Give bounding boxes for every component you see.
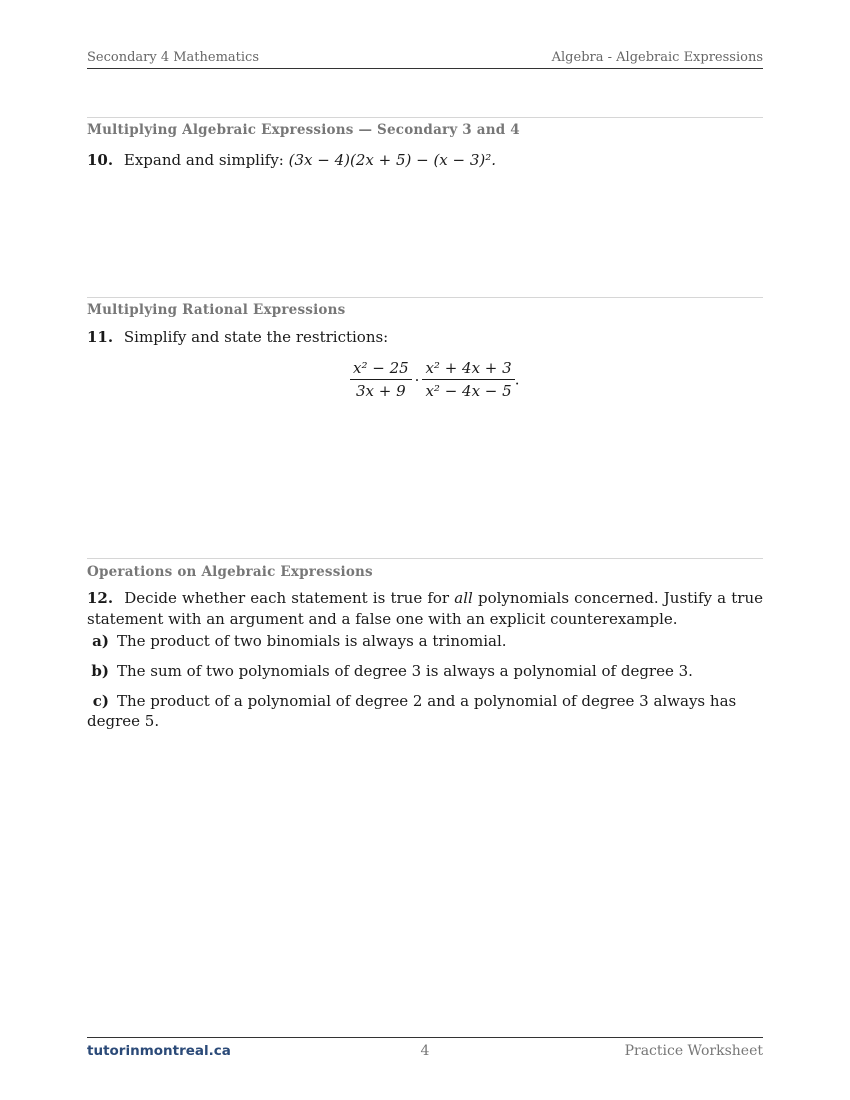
rational-expression bbox=[0, 359, 850, 403]
section-title: Multiplying Algebraic Expressions — Secondary 3 and 4 bbox=[87, 122, 520, 138]
problem-number: 12. bbox=[87, 589, 114, 607]
multiply-dot: · bbox=[414, 370, 420, 389]
section-divider bbox=[87, 297, 763, 298]
page-number: 4 bbox=[420, 1043, 430, 1059]
item-text: The sum of two polynomials of degree 3 is always a polynomial of degree 3. bbox=[117, 662, 693, 680]
section-title: Operations on Algebraic Expressions bbox=[87, 564, 373, 580]
item-text: The product of two binomials is always a trinomial. bbox=[117, 632, 507, 650]
problem-number: 11. bbox=[87, 328, 114, 346]
item-label: b) bbox=[91, 662, 109, 680]
problem-expression: (3x − 4)(2x + 5) − (x − 3)². bbox=[288, 151, 497, 169]
problem-10 bbox=[87, 150, 763, 171]
page-header bbox=[87, 50, 763, 69]
fraction-1 bbox=[350, 359, 412, 400]
problem-instruction-part2: polynomials concerned. Justify a true statement with an argument and a false one with an explicit counterexample. bbox=[87, 589, 763, 628]
problem-12 bbox=[87, 588, 763, 630]
problem-11 bbox=[87, 327, 763, 348]
problem-instruction: Expand and simplify: bbox=[123, 151, 284, 169]
list-item bbox=[87, 661, 763, 681]
section-divider bbox=[87, 117, 763, 118]
item-label: c) bbox=[92, 692, 109, 710]
footer-doc-type: Practice Worksheet bbox=[624, 1043, 763, 1059]
fraction-2 bbox=[422, 359, 514, 400]
item-label: a) bbox=[92, 632, 109, 650]
footer-site-link[interactable]: tutorinmontreal.ca bbox=[87, 1043, 231, 1059]
section-divider bbox=[87, 558, 763, 559]
fraction-1-denominator: 3x + 9 bbox=[356, 382, 406, 400]
page-footer bbox=[87, 1037, 763, 1060]
problem-number: 10. bbox=[87, 151, 114, 169]
list-item bbox=[87, 691, 763, 731]
problem-instruction-emphasis: all bbox=[454, 589, 473, 607]
problem-instruction-part1: Decide whether each statement is true for bbox=[124, 589, 450, 607]
expression-period: . bbox=[514, 370, 520, 389]
problem-instruction: Simplify and state the restrictions: bbox=[123, 328, 389, 346]
fraction-1-numerator: x² − 25 bbox=[350, 359, 412, 380]
section-title: Multiplying Rational Expressions bbox=[87, 302, 346, 318]
header-topic: Algebra - Algebraic Expressions bbox=[551, 50, 763, 65]
fraction-2-denominator: x² − 4x − 5 bbox=[425, 382, 512, 400]
header-course: Secondary 4 Mathematics bbox=[87, 50, 260, 65]
list-item bbox=[87, 631, 763, 651]
fraction-2-numerator: x² + 4x + 3 bbox=[422, 359, 514, 380]
item-text: The product of a polynomial of degree 2 and a polynomial of degree 3 always has degree 5. bbox=[87, 692, 737, 730]
